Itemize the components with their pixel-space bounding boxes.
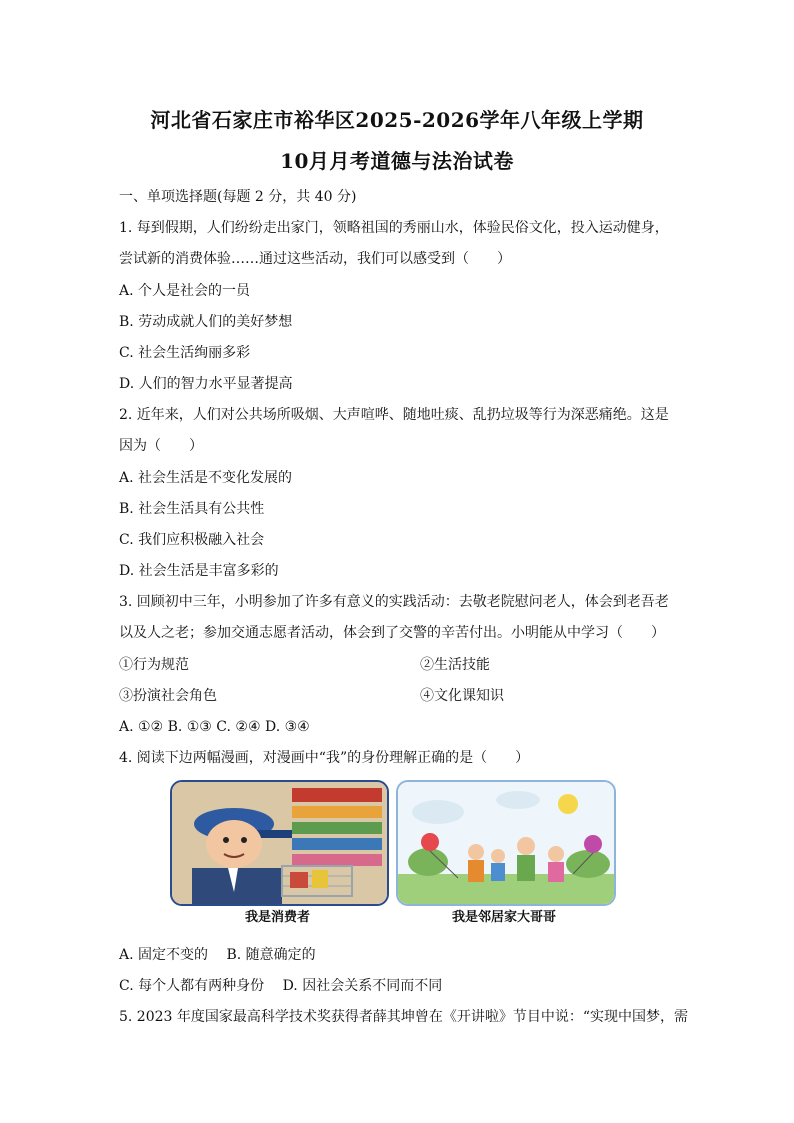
q3-choices: A. ①② B. ①③ C. ②④ D. ③④ xyxy=(119,719,310,735)
comic-figure xyxy=(170,780,614,926)
q1-option-d: D. 人们的智力水平显著提高 xyxy=(119,376,293,392)
q2-stem-line2: 因为（ ） xyxy=(119,438,203,454)
q3-item-4: ④文化课知识 xyxy=(420,688,504,704)
q1-stem-line2: 尝试新的消费体验……通过这些活动，我们可以感受到（ ） xyxy=(119,251,511,267)
q2-option-b: B. 社会生活具有公共性 xyxy=(119,501,265,517)
section-heading: 一、单项选择题(每题 2 分，共 40 分) xyxy=(119,189,357,205)
q2-option-c: C. 我们应积极融入社会 xyxy=(119,532,265,548)
comic-neighbor-image xyxy=(396,780,616,906)
comic-caption-left: 我是消费者 xyxy=(244,910,310,925)
q4-stem: 4. 阅读下边两幅漫画，对漫画中“我”的身份理解正确的是（ ） xyxy=(119,750,530,766)
q2-option-a: A. 社会生活是不变化发展的 xyxy=(119,470,293,486)
q2-stem-line1: 2. 近年来，人们对公共场所吸烟、大声喧哗、随地吐痰、乱扔垃圾等行为深恶痛绝。这是 xyxy=(119,407,669,423)
q5-stem-line1: 5. 2023 年度国家最高科学技术奖获得者薛其坤曾在《开讲啦》节目中说：“实现中国梦，需 xyxy=(119,1009,689,1025)
comic-consumer-image xyxy=(170,780,389,906)
q1-option-a: A. 个人是社会的一员 xyxy=(119,283,251,299)
exam-title-line2: 10月月考道德与法治试卷 xyxy=(280,149,514,173)
q4-options-cd: C. 每个人都有两种身份 D. 因社会关系不同而不同 xyxy=(119,978,443,994)
q3-item-2: ②生活技能 xyxy=(420,657,490,673)
q3-item-3: ③扮演社会角色 xyxy=(119,688,217,704)
q3-stem-line2: 以及人之老；参加交通志愿者活动，体会到了交警的辛苦付出。小明能从中学习（ ） xyxy=(119,625,665,641)
exam-title-line1: 河北省石家庄市裕华区2025-2026学年八年级上学期 xyxy=(150,108,644,132)
q1-stem-line1: 1. 每到假期，人们纷纷走出家门，领略祖国的秀丽山水，体验民俗文化，投入运动健身， xyxy=(119,220,669,236)
q3-stem-line1: 3. 回顾初中三年，小明参加了许多有意义的实践活动：去敬老院慰问老人，体会到老吾老 xyxy=(119,594,669,610)
q3-item-1: ①行为规范 xyxy=(119,657,189,673)
q1-option-b: B. 劳动成就人们的美好梦想 xyxy=(119,314,293,330)
q4-options-ab: A. 固定不变的 B. 随意确定的 xyxy=(119,947,316,963)
q1-option-c: C. 社会生活绚丽多彩 xyxy=(119,345,251,361)
comic-caption-right: 我是邻居家大哥哥 xyxy=(451,910,556,925)
q2-option-d: D. 社会生活是丰富多彩的 xyxy=(119,563,279,579)
